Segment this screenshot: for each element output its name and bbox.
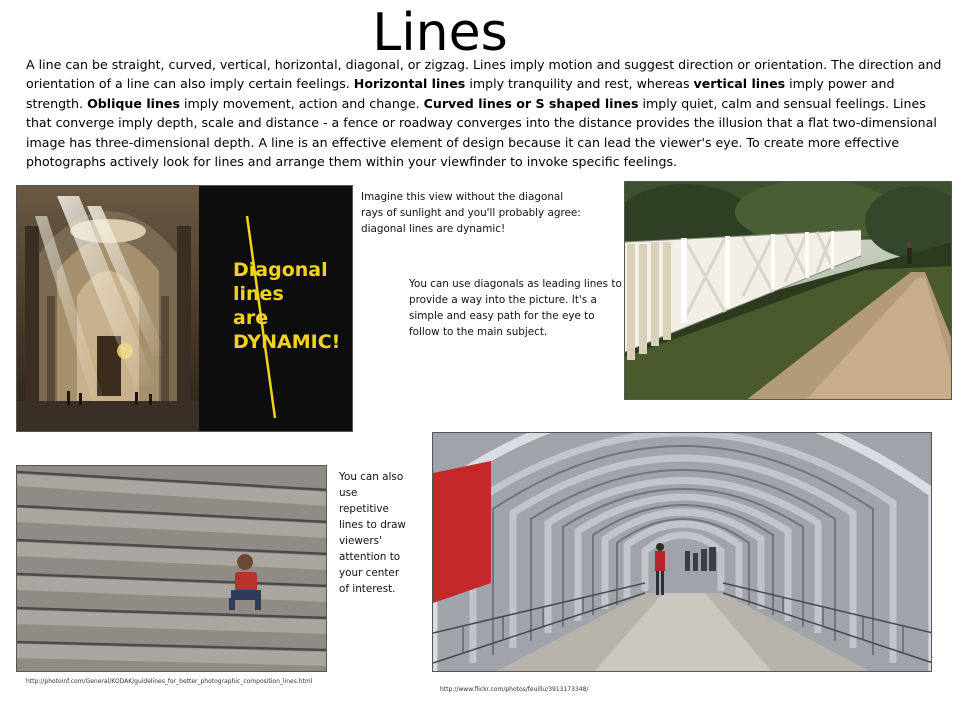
cathedral-diagonal-photo	[16, 185, 353, 432]
intro-bold-horizontal: Horizontal lines	[353, 76, 466, 92]
intro-text-3: imply power and strength.	[26, 76, 895, 111]
leading-lines-caption: You can use diagonals as leading lines to provide a way into the picture. It's a simple and easy path for the eye to follow to the main subject.	[409, 278, 622, 338]
intro-bold-oblique: Oblique lines	[87, 95, 180, 111]
are-word: are	[233, 307, 269, 329]
dynamic-word: DYNAMIC!	[233, 331, 341, 353]
intro-paragraph	[26, 55, 946, 171]
fence-path-photo	[624, 181, 952, 400]
diagonal-caption: Imagine this view without the diagonal rays of sunlight and you'll probably agree: diagonal lines are dynamic!	[361, 191, 581, 235]
stairs-boy-photo	[16, 465, 327, 672]
source-url-left[interactable]: http://photoinf.com/General/KODAK/guidelines_for_better_photographic_composition_lines.html	[26, 678, 313, 685]
lines-word: lines	[233, 283, 284, 305]
diagonal-word: Diagonal	[233, 259, 328, 281]
slide-title: Lines	[372, 3, 508, 63]
source-url-right[interactable]: http://www.flickr.com/photos/feuillu/3913173348/	[440, 686, 589, 693]
intro-text-2: imply tranquility and rest, whereas	[465, 76, 694, 92]
intro-text-4: imply movement, action and change.	[179, 95, 424, 111]
tunnel-walkway-photo	[432, 432, 932, 672]
intro-text-5: imply quiet, calm and sensual feelings. Lines that converge imply depth, scale and distance - a fence or roadway converges into the distance provides the illusion that a flat two-dimensional image has three-dimensional depth. A line is an effective element of design because it can lead the viewer's eye. To create more effective photographs actively look for lines and arrange them within your viewfinder to invoke specific feelings.	[26, 95, 937, 170]
intro-bold-curved: Curved lines or S shaped lines	[423, 95, 639, 111]
intro-bold-vertical: vertical lines	[693, 76, 786, 92]
intro-text-1: A line can be straight, curved, vertical, horizontal, diagonal, or zigzag. Lines imply motion and suggest direction or orientation. The direction and orientation of a line can also imply certain feelings.	[26, 57, 942, 92]
repetitive-lines-caption: You can also use repetitive lines to draw viewers' attention to your center of interest.	[339, 471, 406, 595]
